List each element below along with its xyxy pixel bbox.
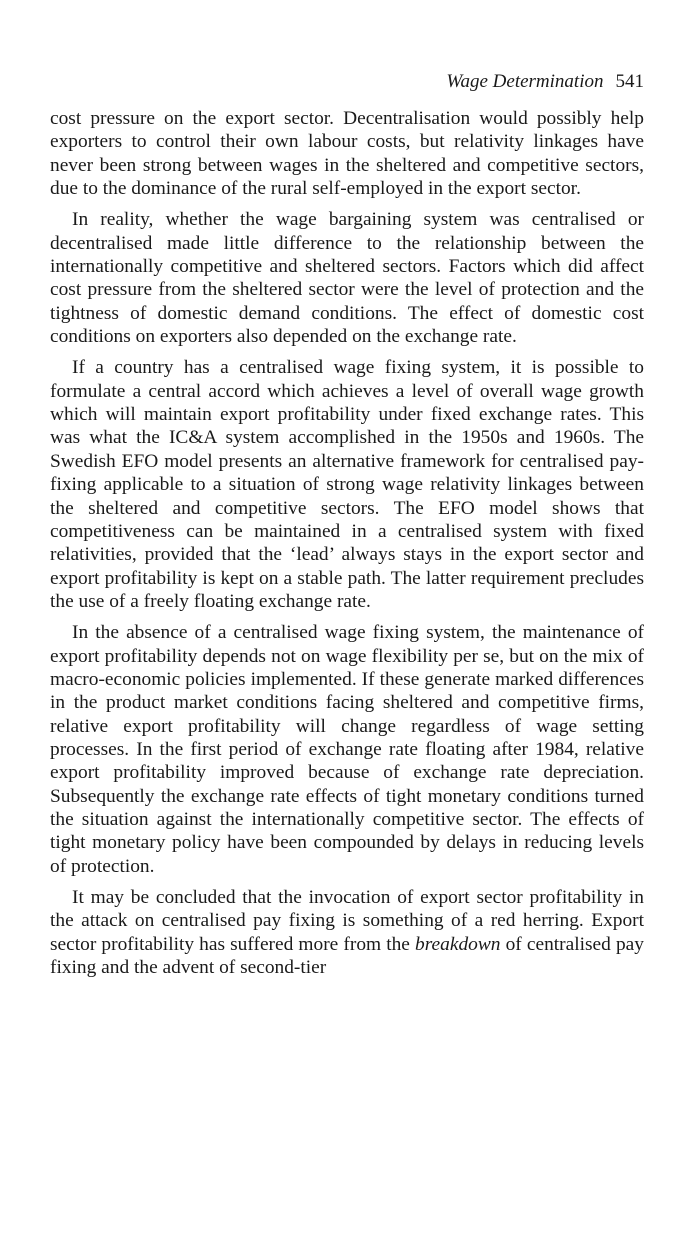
paragraph-1: cost pressure on the export sector. Decentralisation would possibly help exporters to control their own labour costs, but relativity linkages have never been strong between wages in the sheltered and competitive sectors, due to the dominance of the rural self-employed in the export sector. xyxy=(50,108,644,200)
paragraph-3: If a country has a centralised wage fixing system, it is possible to formulate a central accord which achieves a level of overall wage growth which will maintain export profitability under fixed exchange rates. This was what the IC&A system accomplished in the 1950s and 1960s. The Swedish EFO model presents an alternative framework for centralised pay-fixing applicable to a situation of strong wage relativity linkages between the sheltered and competitive sectors. The EFO model shows that competitiveness can be maintained in a centralised system with fixed relativities, provided that the ‘lead’ always stays in the export sector and export profitability is kept on a stable path. The latter requirement precludes the use of a freely floating exchange rate. xyxy=(50,357,644,612)
page-number: 541 xyxy=(615,71,644,92)
body-text xyxy=(50,107,644,987)
paragraph-5-emphasis: breakdown xyxy=(415,933,501,955)
paragraph-5-text-before: It may be concluded that the invocation of export sector profitability in the attack on centralised pay fixing is something of a red herring. Export sector profitability has suffered more from the xyxy=(50,887,644,955)
running-title: Wage Determination xyxy=(446,71,604,92)
paragraph-2: In reality, whether the wage bargaining system was centralised or decentralised made little difference to the relationship between the internationally competitive and sheltered sectors. Factors which did affect cost pressure from the sheltered sector were the level of protection and the tightness of domestic demand conditions. The effect of domestic cost conditions on exporters also depended on the exchange rate. xyxy=(50,209,644,348)
paragraph-5 xyxy=(50,886,644,979)
paragraph-5-text-after: of centralised pay fixing and the advent of second-tier xyxy=(50,933,644,979)
running-head xyxy=(50,71,644,93)
paragraph-4: In the absence of a centralised wage fixing system, the maintenance of export profitability depends not on wage flexibility per se, but on the mix of macro-economic policies implemented. If these generate marked differences in the product market conditions facing sheltered and competitive firms, relative export profitability will change regardless of wage setting processes. In the first period of exchange rate floating after 1984, relative export profitability improved because of exchange rate depreciation. Subsequently the exchange rate effects of tight monetary conditions turned the situation against the internationally competitive sector. The effects of tight monetary policy have been compounded by delays in reducing levels of protection. xyxy=(50,622,644,877)
